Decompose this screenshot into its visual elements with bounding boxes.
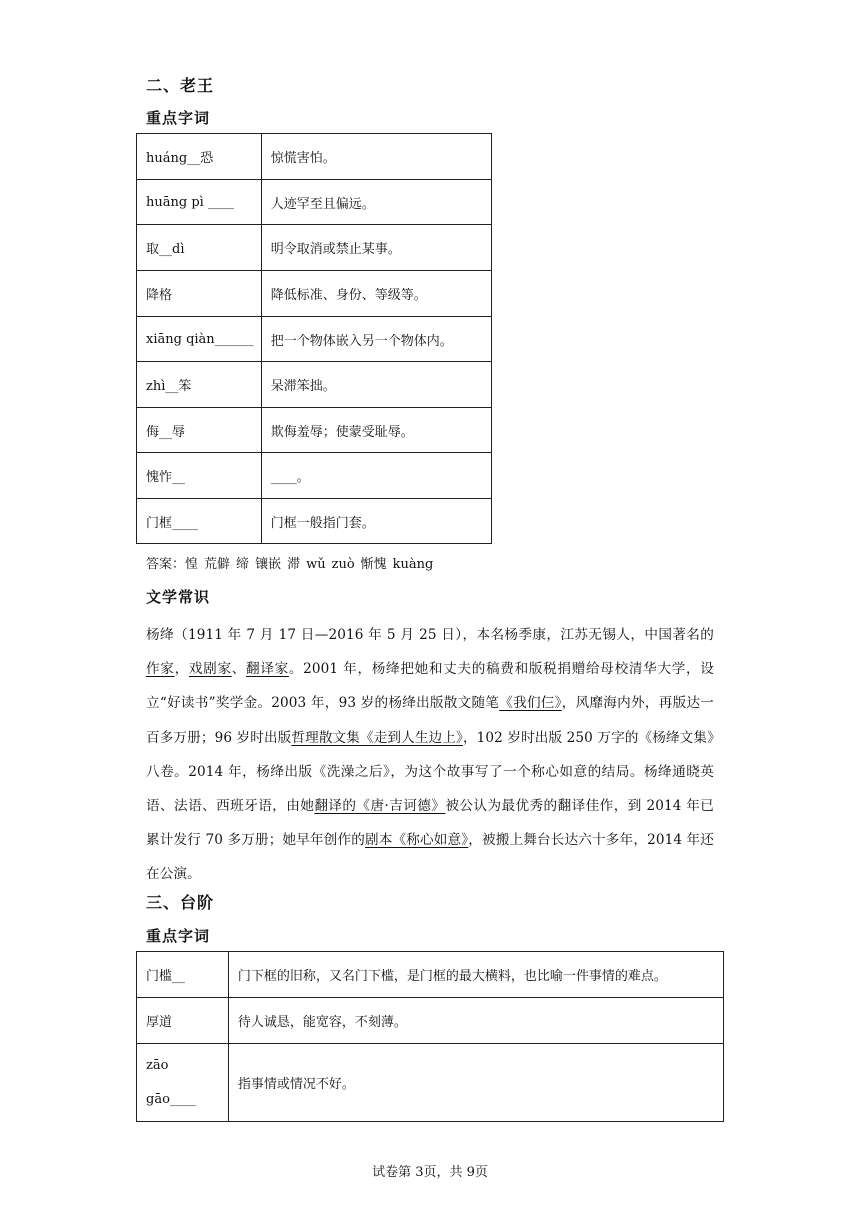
table-row bbox=[137, 952, 724, 998]
vocab-heading: 重点字词 bbox=[146, 109, 211, 127]
text-run: ，风靡海内外，再版达一百多万册；96 岁时出版 bbox=[146, 695, 714, 746]
meaning-cell: 把一个物体嵌入另一个物体内。 bbox=[261, 317, 491, 362]
literature-heading: 文学常识 bbox=[146, 588, 211, 606]
underlined-term: 翻译家 bbox=[246, 661, 289, 678]
text-run: 被公认为最优秀的翻译佳作，到 2014 年已累计发行 70 多万册；她早年创作的 bbox=[146, 798, 714, 849]
answer-item: 镶嵌 bbox=[255, 557, 282, 572]
table-row bbox=[137, 1044, 724, 1122]
term-cell: xiāng qiàn______ bbox=[137, 317, 262, 362]
text-run: ，102 岁时出版 250 万字的《杨绛文集》八卷。2014 年，杨绛出版《洗澡之后》，为这个故事写了一个称心如意的结局。杨绛通晓英语、法语、西班牙语，由她 bbox=[146, 729, 714, 815]
underlined-term: 《我们仨》 bbox=[499, 695, 562, 712]
term-cell: zhì__笨 bbox=[137, 362, 262, 408]
term-cell bbox=[137, 1044, 229, 1122]
meaning-cell: 待人诚恳，能宽容，不刻薄。 bbox=[228, 998, 723, 1044]
vocab-table-lao-wang bbox=[136, 133, 492, 544]
meaning-cell: 惊慌害怕。 bbox=[261, 134, 491, 180]
table-row bbox=[137, 317, 492, 362]
vocab-table-tai-jie bbox=[136, 951, 724, 1122]
table-row bbox=[137, 362, 492, 408]
text-run: ，被搬上舞台长达六十多年，2014 年还在公演。 bbox=[146, 832, 714, 883]
table-row bbox=[137, 453, 492, 499]
table-row bbox=[137, 499, 492, 544]
section-title-lao-wang: 二、老王 bbox=[146, 76, 215, 95]
underlined-term: 作家 bbox=[146, 661, 175, 678]
table-row bbox=[137, 271, 492, 317]
table-row bbox=[137, 134, 492, 180]
meaning-cell: 降低标准、身份、等级等。 bbox=[261, 271, 491, 317]
meaning-cell: 门下框的旧称，又名门下槛，是门框的最大横料，也比喻一件事情的难点。 bbox=[228, 952, 723, 998]
term-cell: 门框____ bbox=[137, 499, 262, 544]
table-row bbox=[137, 998, 724, 1044]
answer-item: 滞 bbox=[287, 557, 301, 572]
table-row bbox=[137, 408, 492, 453]
answer-item: 惭愧 bbox=[360, 557, 387, 572]
underlined-term: 翻译的《唐·吉诃德》 bbox=[314, 798, 446, 815]
underlined-term: 哲理散文集《走到人生边上》 bbox=[291, 729, 463, 746]
underlined-term: 戏剧家 bbox=[188, 661, 232, 678]
page-footer: 试卷第 3页，共 9页 bbox=[372, 1165, 488, 1180]
term-cell: 愧怍__ bbox=[137, 453, 262, 499]
meaning-cell: ____。 bbox=[261, 453, 491, 499]
term-cell: 侮__辱 bbox=[137, 408, 262, 453]
meaning-cell: 人迹罕至且偏远。 bbox=[261, 180, 491, 225]
literature-paragraph bbox=[146, 618, 714, 892]
term-cell: 降格 bbox=[137, 271, 262, 317]
term-cell: 取__dì bbox=[137, 225, 262, 271]
term-cell: huāng pì ____ bbox=[137, 180, 262, 225]
meaning-cell: 欺侮羞辱；使蒙受耻辱。 bbox=[261, 408, 491, 453]
table-row bbox=[137, 180, 492, 225]
answer-item: zuò bbox=[331, 557, 355, 572]
underlined-term: 剧本《称心如意》 bbox=[365, 832, 469, 849]
answer-item: wǔ bbox=[306, 557, 326, 572]
term-cell: 厚道 bbox=[137, 998, 229, 1044]
meaning-cell: 呆滞笨拙。 bbox=[261, 362, 491, 408]
pinyin-line: zāo bbox=[146, 1057, 169, 1073]
answer-item: 缔 bbox=[236, 557, 250, 572]
answer-item: 荒僻 bbox=[204, 557, 231, 572]
meaning-cell: 指事情或情况不好。 bbox=[228, 1044, 723, 1122]
answer-item: kuàng bbox=[392, 557, 434, 572]
meaning-cell: 门框一般指门套。 bbox=[261, 499, 491, 544]
pinyin-line: gāo____ bbox=[146, 1091, 196, 1107]
answer-item: 惶 bbox=[185, 557, 199, 572]
text-run: 。2001 年，杨绛把她和丈夫的稿费和版税捐赠给母校清华大学，设立“好读书”奖学金。2003 年，93 岁的杨绛出版散文随笔 bbox=[146, 661, 714, 712]
answer-line bbox=[146, 553, 439, 572]
meaning-cell: 明令取消或禁止某事。 bbox=[261, 225, 491, 271]
vocab-heading: 重点字词 bbox=[146, 927, 211, 945]
text-run: ， bbox=[174, 661, 189, 678]
section-title-tai-jie: 三、台阶 bbox=[146, 893, 215, 912]
text-run: 、 bbox=[231, 661, 247, 678]
table-row bbox=[137, 225, 492, 271]
term-cell: 门槛__ bbox=[137, 952, 229, 998]
text-run: 杨绛（1911 年 7 月 17 日—2016 年 5 月 25 日），本名杨季康，江苏无锡人，中国著名的 bbox=[146, 627, 714, 643]
term-cell: huáng__恐 bbox=[137, 134, 262, 180]
answer-label: 答案： bbox=[146, 557, 186, 572]
